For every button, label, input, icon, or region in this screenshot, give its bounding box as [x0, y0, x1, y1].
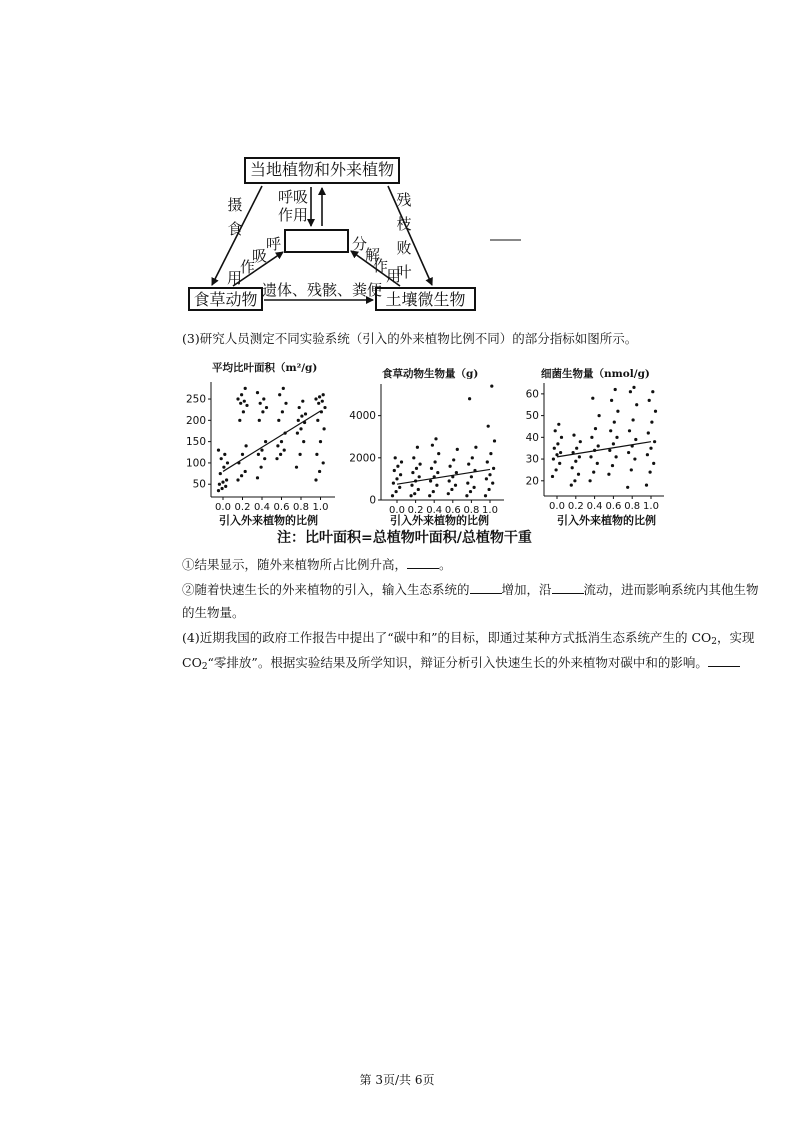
data-point	[650, 421, 653, 424]
y-tick-label: 20	[525, 475, 539, 488]
data-point	[649, 447, 652, 450]
result-2	[182, 581, 759, 599]
data-point	[555, 453, 558, 456]
data-point	[578, 455, 581, 458]
data-point	[609, 429, 612, 432]
data-point	[634, 438, 637, 441]
x-tick-label: 0.8	[624, 501, 641, 512]
data-point	[575, 447, 578, 450]
label-decomp-2: 解	[365, 246, 381, 264]
result-2-text-c: 流动，进而影响系统内其他生物	[583, 582, 759, 597]
data-point	[596, 462, 599, 465]
data-point	[633, 457, 636, 460]
x-tick-label: 0.0	[215, 502, 231, 513]
data-point	[591, 397, 594, 400]
label-feeding: 摄 食	[227, 196, 243, 238]
y-tick-label: 0	[369, 494, 376, 507]
data-point	[611, 464, 614, 467]
x-tick-label: 0.4	[586, 501, 603, 512]
question-4-text-c: CO	[182, 655, 202, 670]
data-point	[590, 436, 593, 439]
data-point	[646, 453, 649, 456]
label-resp-left-3: 作	[240, 258, 256, 276]
data-point	[579, 440, 582, 443]
data-point	[592, 470, 595, 473]
data-point	[589, 455, 592, 458]
x-tick-label: 0.2	[234, 502, 251, 513]
y-tick-label: 200	[185, 414, 206, 427]
data-point	[630, 468, 633, 471]
data-point	[629, 390, 632, 393]
chart2-title: 食草动物生物量（g)	[382, 368, 479, 380]
label-resp-left-2: 吸	[252, 247, 268, 265]
trend-line	[557, 442, 651, 457]
co2-sub-1: 2	[711, 637, 718, 647]
data-point	[571, 466, 574, 469]
y-tick-label: 60	[525, 388, 539, 401]
result-1-text: ①结果显示，随外来植物所占比例升高，	[182, 557, 408, 572]
result-1	[182, 556, 452, 574]
x-tick-label: 0.2	[567, 501, 584, 512]
answer-blank-4[interactable]	[708, 654, 740, 667]
data-point	[572, 434, 575, 437]
data-point	[573, 479, 576, 482]
y-tick-label: 150	[185, 436, 206, 449]
data-point	[654, 410, 657, 413]
data-point	[560, 436, 563, 439]
x-tick-label: 0.4	[254, 502, 270, 513]
y-tick-label: 250	[185, 393, 206, 406]
x-tick-label: 0.6	[273, 502, 290, 513]
x-tick-label: 0.6	[444, 505, 461, 516]
box-herbivores: 食草动物	[188, 287, 263, 311]
data-point	[551, 475, 554, 478]
data-point	[554, 429, 557, 432]
y-tick-label: 30	[525, 453, 539, 466]
answer-blank-1[interactable]	[407, 556, 439, 569]
data-point	[557, 423, 560, 426]
label-respiration-top: 呼吸 作用	[278, 188, 309, 224]
label-decomp-3: 作	[373, 257, 389, 275]
data-point	[553, 447, 556, 450]
chart3-xlabel: 引入外来植物的比例	[557, 514, 656, 527]
data-point	[608, 449, 611, 452]
data-point	[598, 414, 601, 417]
data-point	[597, 444, 600, 447]
x-tick-label: 0.0	[549, 501, 565, 512]
chart-bacteria-biomass	[0, 0, 794, 540]
data-point	[613, 421, 616, 424]
data-point	[577, 473, 580, 476]
result-2-text-a: ②随着快速生长的外来植物的引入，输入生态系统的	[182, 582, 470, 597]
box-soil-microbes: 土壤微生物	[375, 287, 476, 311]
chart-note: 注：比叶面积=总植物叶面积/总植物干重	[277, 530, 532, 546]
data-point	[635, 403, 638, 406]
y-tick-label: 2000	[349, 452, 376, 465]
data-point	[645, 484, 648, 487]
x-tick-label: 1.0	[643, 501, 659, 512]
data-point	[653, 440, 656, 443]
data-point	[651, 390, 654, 393]
box-plants: 当地植物和外来植物	[244, 157, 400, 184]
data-point	[614, 388, 617, 391]
data-point	[570, 484, 573, 487]
x-tick-label: 0.0	[389, 505, 405, 516]
data-point	[627, 451, 630, 454]
x-tick-label: 1.0	[312, 502, 329, 513]
answer-blank-2[interactable]	[470, 581, 502, 594]
y-tick-label: 50	[192, 478, 206, 491]
question-4-cont	[182, 654, 740, 676]
y-tick-label: 100	[185, 457, 206, 470]
label-decomp-4: 用	[386, 267, 402, 285]
question-4-text-b: ，实现	[717, 630, 755, 645]
data-point	[610, 399, 613, 402]
label-resp-left-1: 呼	[266, 235, 282, 253]
data-point	[649, 470, 652, 473]
data-point	[559, 451, 562, 454]
chart2-xlabel: 引入外来植物的比例	[390, 514, 489, 527]
result-2-text-b: 增加，沿	[501, 582, 552, 597]
data-point	[632, 418, 635, 421]
data-point	[574, 460, 577, 463]
page-footer: 第 3页/共 6页	[359, 1073, 435, 1087]
data-point	[558, 462, 561, 465]
chart1-xlabel: 引入外来植物的比例	[219, 514, 318, 527]
data-point	[628, 429, 631, 432]
label-resp-left-4: 用	[227, 269, 243, 287]
data-point	[616, 410, 619, 413]
data-point	[556, 442, 559, 445]
co2-sub-2: 2	[201, 662, 208, 672]
data-point	[648, 399, 651, 402]
answer-blank-3[interactable]	[552, 581, 584, 594]
chart1-title: 平均比叶面积（m²/g)	[212, 362, 318, 374]
x-tick-label: 1.0	[482, 505, 498, 516]
chart3-title: 细菌生物量（nmol/g)	[541, 368, 650, 380]
question-3: (3)研究人员测定不同实验系统（引入的外来植物比例不同）的部分指标如图所示。	[182, 331, 638, 346]
data-point	[612, 442, 615, 445]
label-remains: 遗体、残骸、粪便	[262, 281, 383, 299]
data-point	[589, 479, 592, 482]
data-point	[647, 431, 650, 434]
data-point	[615, 436, 618, 439]
x-tick-label: 0.4	[426, 505, 443, 516]
x-tick-label: 0.8	[463, 505, 480, 516]
data-point	[607, 473, 610, 476]
x-tick-label: 0.2	[407, 505, 424, 516]
data-point	[594, 427, 597, 430]
data-point	[652, 462, 655, 465]
question-4	[182, 629, 755, 651]
data-point	[555, 468, 558, 471]
y-tick-label: 4000	[349, 410, 376, 423]
question-4-text-d: “零排放”。根据实验结果及所学知识，辩证分析引入快速生长的外来植物对碳中和的影响。	[207, 655, 708, 670]
y-tick-label: 40	[525, 431, 539, 444]
data-point	[626, 486, 629, 489]
y-tick-label: 50	[525, 410, 539, 423]
result-1-end: 。	[439, 557, 452, 572]
result-2-cont: 的生物量。	[182, 605, 245, 620]
data-point	[552, 457, 555, 460]
question-4-text-a: (4)近期我国的政府工作报告中提出了“碳中和”的目标，即通过某种方式抵消生态系统产生的 CO	[182, 630, 712, 645]
label-residue: 残 枝 败 叶	[396, 191, 412, 281]
data-point	[615, 455, 618, 458]
data-point	[632, 386, 635, 389]
label-decomp-1: 分	[352, 235, 368, 253]
x-tick-label: 0.8	[293, 502, 309, 513]
x-tick-label: 0.6	[605, 501, 622, 512]
